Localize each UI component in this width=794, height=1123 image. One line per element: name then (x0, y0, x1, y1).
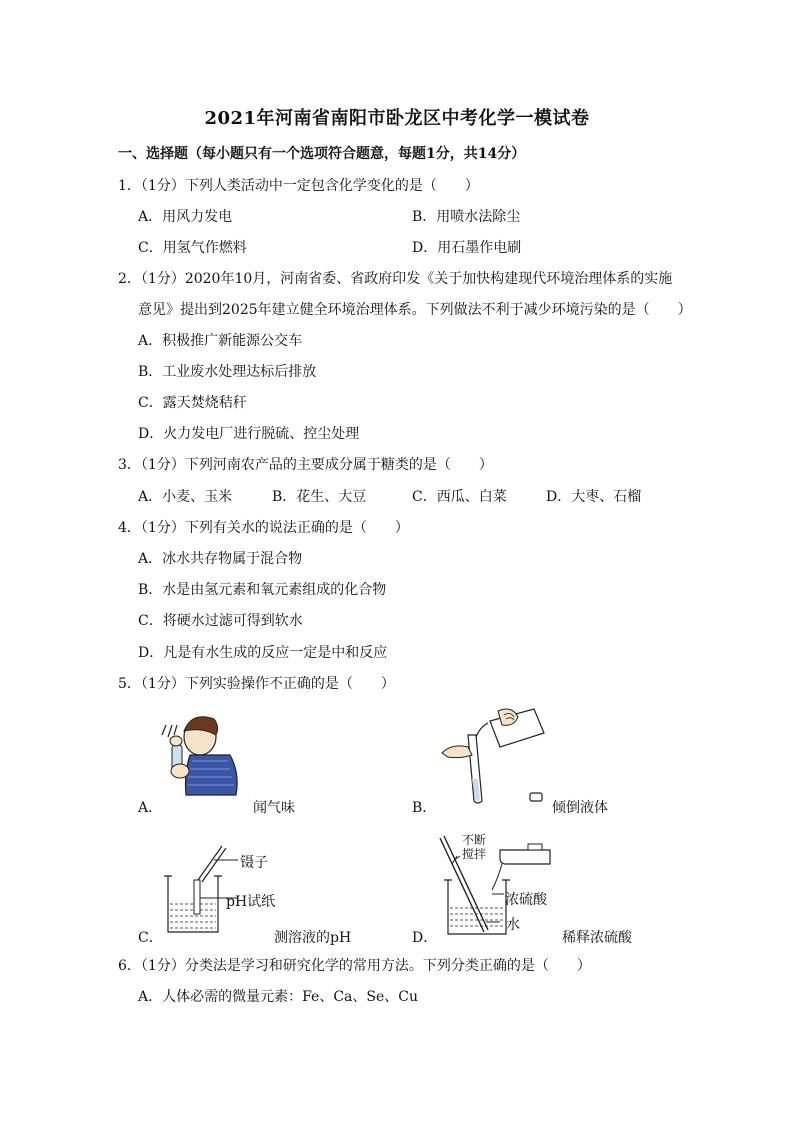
section-heading: 一、选择题（每小题只有一个选项符合题意，每题1分，共14分） (118, 146, 526, 162)
question-2-option-a: A．积极推广新能源公交车 (138, 333, 303, 349)
question-3-option-a: A．小麦、玉米 (138, 489, 233, 505)
question-2-stem-line-2: 意见》提出到2025年建立健全环境治理体系。下列做法不利于减少环境污染的是（ ） (138, 302, 692, 318)
question-2-option-b: B．工业废水处理达标后排放 (138, 364, 317, 380)
water-label: 水 (506, 917, 520, 933)
question-4-option-c: C．将硬水过滤可得到软水 (138, 613, 303, 629)
figure-c-caption: 测溶液的pH (274, 930, 352, 946)
figure-a-letter: A． (138, 800, 163, 816)
figure-d-caption: 稀释浓硫酸 (562, 930, 632, 946)
question-4-option-b: B．水是由氢元素和氧元素组成的化合物 (138, 582, 387, 598)
question-3-option-c: C．西瓜、白菜 (412, 489, 507, 505)
concentrated-acid-label: 浓硫酸 (505, 892, 547, 908)
figure-b-caption: 倾倒液体 (552, 800, 608, 816)
page-title: 2021年河南省南阳市卧龙区中考化学一模试卷 (204, 108, 590, 129)
figure-d-letter: D． (412, 930, 438, 946)
question-4-option-d: D．凡是有水生成的反应一定是中和反应 (138, 645, 388, 661)
stir-label-line-1: 不断 (462, 833, 487, 847)
question-1-option-a: A．用风力发电 (138, 209, 233, 225)
stir-label-line-2: 搅拌 (462, 847, 487, 861)
question-2-option-c: C．露天焚烧秸秆 (138, 395, 247, 411)
question-1-option-b: B．用喷水法除尘 (412, 209, 521, 225)
question-1-stem: 1．（1分）下列人类活动中一定包含化学变化的是（ ） (118, 178, 479, 194)
question-5-stem: 5．（1分）下列实验操作不正确的是（ ） (118, 676, 395, 692)
question-3-option-d: D．大枣、石榴 (546, 489, 642, 505)
ph-paper-label: pH试纸 (226, 894, 276, 910)
pouring-liquid-figure-icon (432, 705, 552, 805)
figure-c-letter: C． (138, 930, 163, 946)
question-1-option-d: D．用石墨作电刷 (412, 240, 522, 256)
figure-b-letter: B． (412, 800, 437, 816)
smelling-figure-icon (150, 705, 250, 805)
ph-test-figure-icon (158, 840, 238, 940)
tweezers-label: 镊子 (240, 855, 268, 871)
question-3-stem: 3．（1分）下列河南农产品的主要成分属于糖类的是（ ） (118, 457, 493, 473)
question-1-option-c: C．用氢气作燃料 (138, 240, 247, 256)
question-4-stem: 4．（1分）下列有关水的说法正确的是（ ） (118, 520, 409, 536)
dilute-acid-figure-icon (430, 830, 570, 942)
question-3-option-b: B．花生、大豆 (272, 489, 367, 505)
question-4-option-a: A．冰水共存物属于混合物 (138, 551, 303, 567)
question-6-option-a: A．人体必需的微量元素：Fe、Ca、Se、Cu (138, 989, 419, 1005)
question-2-stem-line-1: 2．（1分）2020年10月，河南省委、省政府印发《关于加快构建现代环境治理体系的实施 (118, 271, 673, 287)
question-2-option-d: D．火力发电厂进行脱硫、控尘处理 (138, 426, 360, 442)
question-6-stem: 6．（1分）分类法是学习和研究化学的常用方法。下列分类正确的是（ ） (118, 958, 591, 974)
figure-a-caption: 闻气味 (253, 800, 295, 816)
